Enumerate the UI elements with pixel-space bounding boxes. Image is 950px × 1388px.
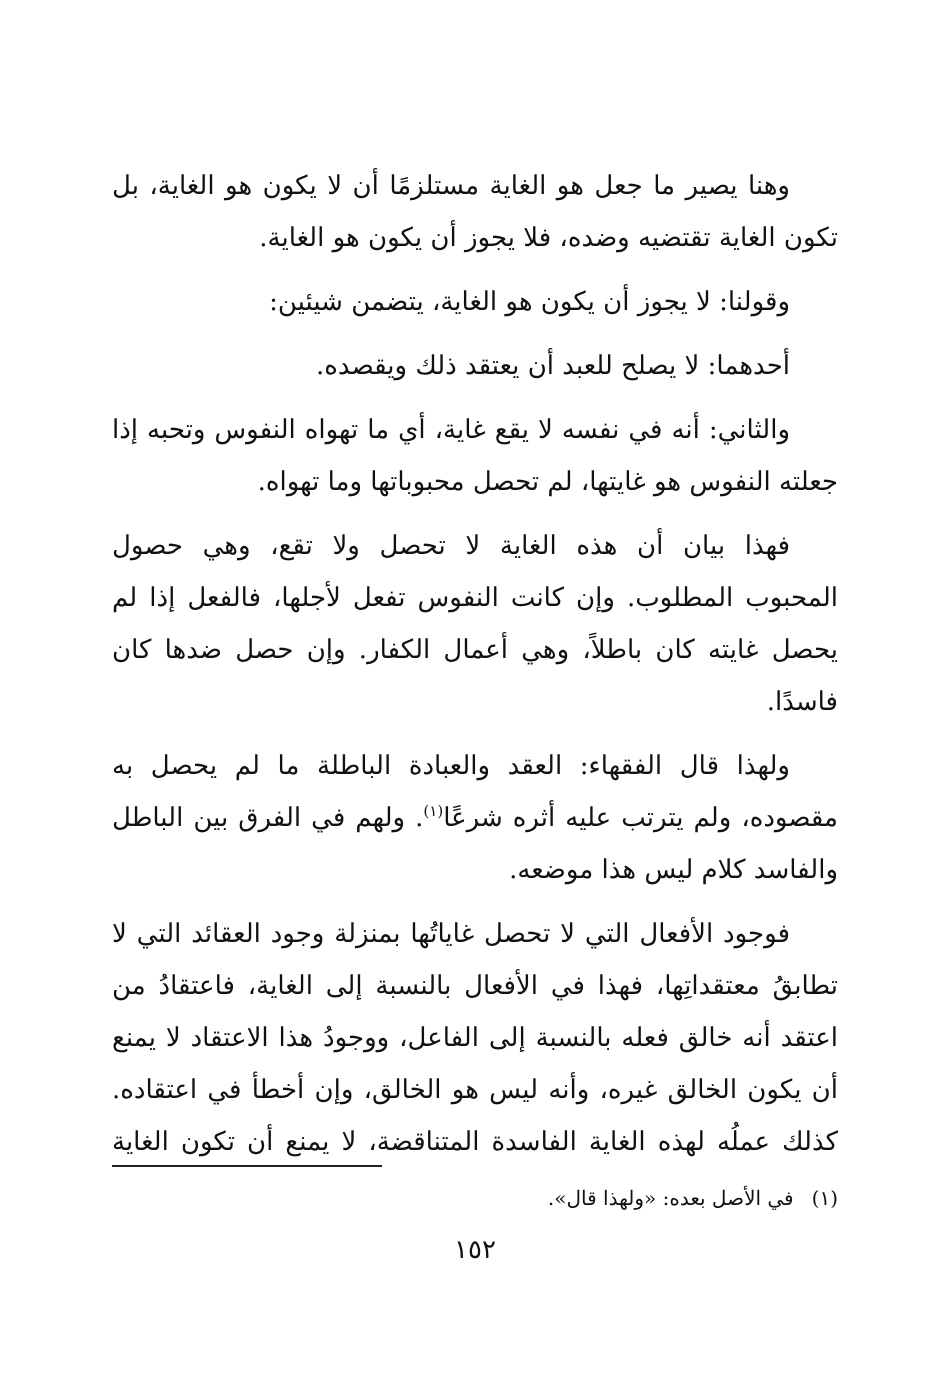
text-line: أحدهما: لا يصلح للعبد أن يعتقد ذلك ويقصده.: [316, 351, 790, 381]
text-line: فاسدًا.: [766, 687, 838, 717]
text-line: اعتقد أنه خالق فعله بالنسبة إلى الفاعل، ووجودُ هذا الاعتقاد لا يمنع: [112, 1023, 838, 1053]
text-line: جعلته النفوس هو غايتها، لم تحصل محبوباتها وما تهواه.: [257, 467, 838, 497]
paragraph-1: [112, 160, 838, 264]
paragraph-3: [112, 340, 838, 392]
text-line: فهذا بيان أن هذه الغاية لا تحصل ولا تقع، وهي حصول: [112, 531, 790, 561]
paragraph-7: [112, 908, 838, 1168]
paragraph-4: [112, 404, 838, 508]
text-line: فوجود الأفعال التي لا تحصل غاياتُها بمنزلة وجود العقائد التي لا: [112, 919, 790, 949]
text-line: وقولنا: لا يجوز أن يكون هو الغاية، يتضمن شيئين:: [269, 287, 790, 317]
text-line: وهنا يصير ما جعل هو الغاية مستلزمًا أن لا يكون هو الغاية، بل: [112, 171, 790, 201]
footnote: [548, 1178, 838, 1218]
footnote-text: في الأصل بعده: «ولهذا قال».: [547, 1186, 794, 1210]
text-segment: . ولهم في الفرق بين الباطل: [112, 803, 424, 833]
text-line: أن يكون الخالق غيره، وأنه ليس هو الخالق، وإن أخطأ في اعتقاده.: [112, 1075, 838, 1105]
page-body: [112, 160, 838, 1265]
text-line: تطابقُ معتقداتِها، فهذا في الأفعال بالنسبة إلى الغاية، فاعتقادُ من: [112, 971, 838, 1001]
text-line: والثاني: أنه في نفسه لا يقع غاية، أي ما تهواه النفوس وتحبه إذا: [112, 415, 790, 445]
text-line: يحصل غايته كان باطلاً، وهي أعمال الكفار. وإن حصل ضدها كان: [112, 635, 838, 665]
paragraph-6: [112, 740, 838, 896]
footnote-number: (١): [811, 1186, 838, 1210]
page-number: ١٥٢: [454, 1235, 496, 1265]
text-line: تكون الغاية تقتضيه وضده، فلا يجوز أن يكون هو الغاية.: [259, 223, 838, 253]
footnote-divider: [112, 1165, 382, 1167]
footnote-reference[interactable]: (١): [423, 802, 444, 820]
paragraph-5: [112, 520, 838, 728]
text-line-with-footnote: [112, 792, 838, 844]
text-line: والفاسد كلام ليس هذا موضعه.: [509, 855, 838, 885]
text-line: كذلك عملُه لهذه الغاية الفاسدة المتناقضة، لا يمنع أن تكون الغاية: [112, 1127, 838, 1157]
text-line: ولهذا قال الفقهاء: العقد والعبادة الباطلة ما لم يحصل به: [112, 751, 790, 781]
text-line: المحبوب المطلوب. وإن كانت النفوس تفعل لأجلها، فالفعل إذا لم: [112, 583, 838, 613]
paragraph-2: [112, 276, 838, 328]
text-segment: مقصوده، ولم يترتب عليه أثره شرعًا: [443, 803, 838, 833]
